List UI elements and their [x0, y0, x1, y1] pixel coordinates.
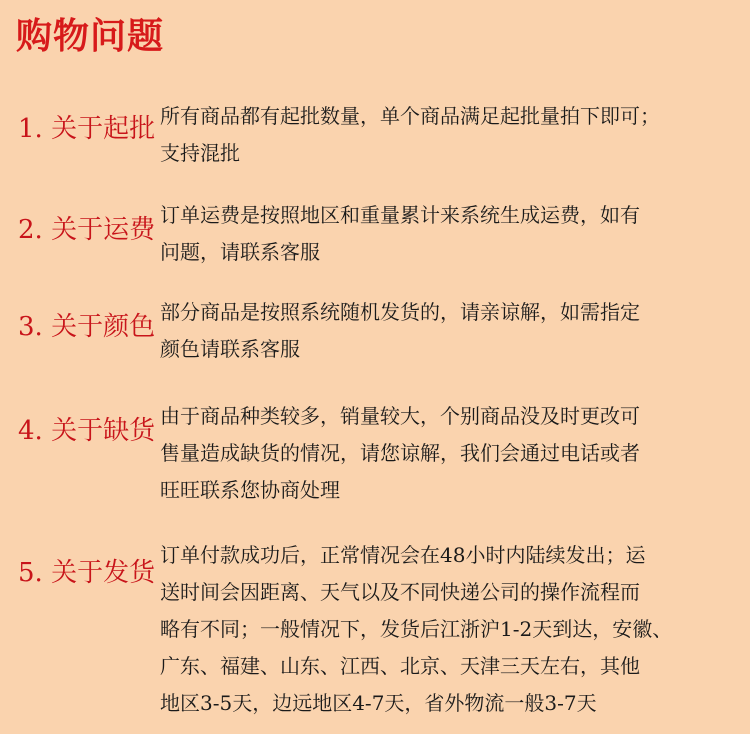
faq-answer-line: 订单运费是按照地区和重量累计来系统生成运费，如有 [160, 203, 640, 227]
faq-answer-line: 颜色请联系客服 [160, 337, 300, 361]
faq-answer [160, 197, 740, 271]
faq-answer [160, 537, 740, 722]
faq-answer-line: 所有商品都有起批数量，单个商品满足起批量拍下即可； [160, 104, 660, 128]
faq-answer [160, 398, 740, 509]
faq-answer-line: 广东、福建、山东、江西、北京、天津三天左右，其他 [160, 654, 640, 678]
faq-answer-line: 支持混批 [160, 141, 240, 165]
faq-answer-line: 送时间会因距离、天气以及不同快递公司的操作流程而 [160, 580, 640, 604]
faq-heading: 3. 关于颜色 [18, 312, 156, 342]
faq-answer-line: 订单付款成功后，正常情况会在48小时内陆续发出；运 [160, 543, 646, 567]
faq-heading: 4. 关于缺货 [18, 416, 156, 446]
faq-heading: 2. 关于运费 [18, 215, 156, 245]
faq-answer-line: 地区3-5天，边远地区4-7天，省外物流一般3-7天 [160, 691, 597, 715]
faq-answer-line: 略有不同；一般情况下，发货后江浙沪1-2天到达，安徽、 [160, 617, 673, 641]
faq-answer-line: 问题，请联系客服 [160, 240, 320, 264]
faq-answer-line: 部分商品是按照系统随机发货的，请亲谅解，如需指定 [160, 300, 640, 324]
faq-answer [160, 294, 740, 368]
faq-answer-line: 由于商品种类较多，销量较大，个别商品没及时更改可 [160, 404, 640, 428]
faq-answer [160, 98, 740, 172]
faq-heading: 5. 关于发货 [18, 558, 156, 588]
faq-answer-line: 旺旺联系您协商处理 [160, 478, 340, 502]
faq-answer-line: 售量造成缺货的情况，请您谅解，我们会通过电话或者 [160, 441, 640, 465]
page-title: 购物问题 [16, 16, 165, 57]
faq-heading: 1. 关于起批 [18, 114, 156, 144]
